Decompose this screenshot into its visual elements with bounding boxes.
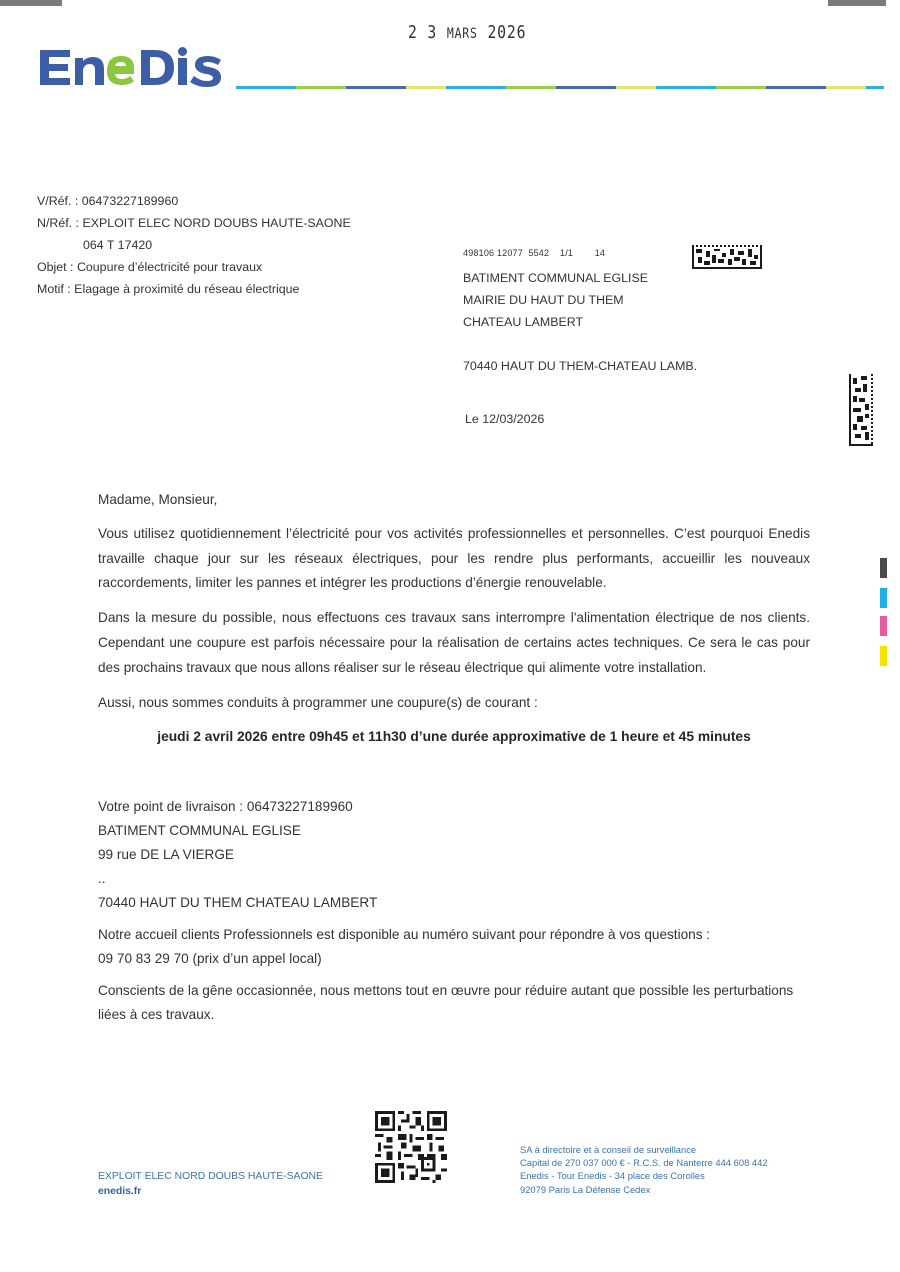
- recipient-city: 70440 HAUT DU THEM-CHATEAU LAMB.: [463, 359, 698, 373]
- scan-mark-top-left: [0, 0, 62, 6]
- recipient-line-1: BATIMENT COMMUNAL EGLISE: [463, 271, 648, 285]
- scan-mark-top-right: [828, 0, 886, 6]
- header-rule: [236, 86, 884, 89]
- enedis-logo: [38, 46, 234, 92]
- delivery-point-block: [98, 795, 810, 1027]
- paragraph-3: Aussi, nous sommes conduits à programmer une coupure(s) de courant :: [98, 694, 538, 710]
- datamatrix-code-small: [692, 245, 762, 269]
- stamp-month: MARS: [446, 26, 478, 42]
- mail-sort-code: 498106 12077 5542 1/1 14: [463, 248, 606, 258]
- recipient-line-3: CHATEAU LAMBERT: [463, 315, 584, 329]
- letter-date: Le 12/03/2026: [465, 412, 545, 426]
- legal-line-4: 92079 Paris La Défense Cedex: [520, 1183, 651, 1195]
- reception-stamp: [408, 22, 526, 43]
- recipient-line-2: MAIRIE DU HAUT DU THEM: [463, 293, 624, 307]
- delivery-street: 99 rue DE LA VIERGE: [98, 847, 235, 862]
- notre-reference: N/Réf. : EXPLOIT ELEC NORD DOUBS HAUTE-SAONE: [37, 216, 351, 230]
- outage-schedule: jeudi 2 avril 2026 entre 09h45 et 11h30 d’une durée approximative de 1 heure et 45 minutes: [157, 729, 751, 744]
- letter-body: [98, 488, 810, 725]
- footer-legal: [520, 1143, 768, 1196]
- contact-intro: Notre accueil clients Professionnels est disponible au numéro suivant pour répondre à vos questions :: [98, 927, 711, 942]
- stamp-day: 2 3: [408, 22, 438, 43]
- color-mark-black: [880, 558, 887, 578]
- contact-phone: 09 70 83 29 70 (prix d’un appel local): [98, 951, 322, 966]
- notre-reference-code: 064 T 17420: [83, 238, 153, 252]
- delivery-extra: ..: [98, 871, 106, 886]
- footer-left: [98, 1169, 323, 1199]
- objet: Objet : Coupure d’électricité pour travaux: [37, 260, 263, 274]
- color-mark-yellow: [880, 646, 887, 666]
- footer-department: EXPLOIT ELEC NORD DOUBS HAUTE-SAONE: [98, 1171, 323, 1182]
- datamatrix-code-side: [849, 374, 873, 446]
- legal-line-3: Enedis - Tour Enedis - 34 place des Corolles: [520, 1170, 705, 1182]
- motif: Motif : Elagage à proximité du réseau électrique: [37, 282, 300, 296]
- reference-block: [37, 190, 351, 300]
- salutation: Madame, Monsieur,: [98, 492, 218, 507]
- paragraph-1: Vous utilisez quotidiennement l’électricité pour vos activités professionnelles et personnelles. C’est pourquoi Enedis travaille chaque jour sur les réseaux électriques, pour les rendre plus performants, accueillir les nouveaux raccordements, limiter les pannes et intégrer les productions d’énergie renouvelable.: [98, 525, 810, 591]
- legal-line-1: SA à directoire et à conseil de surveillance: [520, 1144, 697, 1155]
- qr-code: [375, 1111, 447, 1183]
- stamp-year: 2026: [487, 22, 527, 43]
- delivery-name: BATIMENT COMMUNAL EGLISE: [98, 823, 301, 838]
- footer-website-link[interactable]: enedis.fr: [98, 1186, 142, 1197]
- closing-paragraph: Conscients de la gêne occasionnée, nous mettons tout en œuvre pour réduire autant que possible les perturbations liées à ces travaux.: [98, 983, 794, 1022]
- legal-line-2: Capital de 270 037 000 € - R.C.S. de Nanterre 444 608 442: [520, 1157, 768, 1169]
- votre-reference: V/Réf. : 06473227189960: [37, 194, 179, 208]
- recipient-address: [463, 248, 697, 377]
- paragraph-2: Dans la mesure du possible, nous effectuons ces travaux sans interrompre l'alimentation électrique de nos clients. Cependant une coupure est parfois nécessaire pour la réalisation de certains actes techniques. Ce sera le cas pour des prochains travaux que nous allons réaliser sur le réseau électrique qui alimente votre installation.: [98, 610, 810, 675]
- color-mark-cyan: [880, 588, 887, 608]
- color-mark-magenta: [880, 616, 887, 636]
- delivery-city: 70440 HAUT DU THEM CHATEAU LAMBERT: [98, 895, 378, 910]
- delivery-point-id: Votre point de livraison : 06473227189960: [98, 799, 353, 814]
